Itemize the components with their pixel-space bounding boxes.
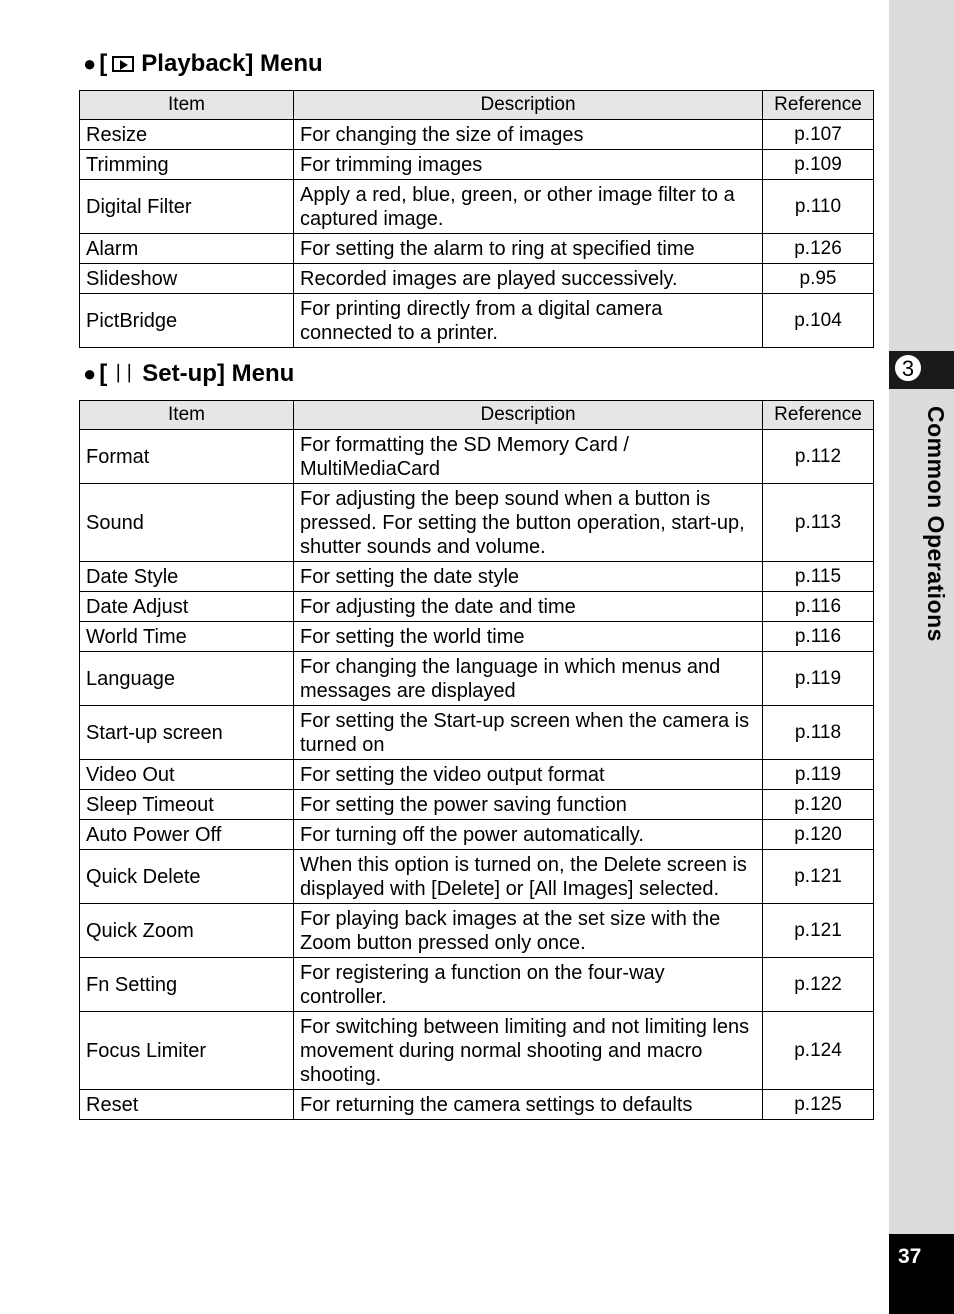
table-header-row bbox=[80, 401, 874, 430]
table-row bbox=[80, 264, 874, 294]
table-row bbox=[80, 790, 874, 820]
row-item: Format bbox=[80, 430, 294, 484]
page-number: 37 bbox=[898, 1245, 922, 1268]
row-reference: p.126 bbox=[763, 234, 874, 264]
row-reference: p.115 bbox=[763, 562, 874, 592]
row-item: Digital Filter bbox=[80, 180, 294, 234]
row-item: Sleep Timeout bbox=[80, 790, 294, 820]
row-description: For formatting the SD Memory Card / MultiMediaCard bbox=[294, 430, 763, 484]
row-item: Fn Setting bbox=[80, 958, 294, 1012]
table-row bbox=[80, 652, 874, 706]
table-row bbox=[80, 1090, 874, 1120]
row-description: For trimming images bbox=[294, 150, 763, 180]
row-item: Start-up screen bbox=[80, 706, 294, 760]
row-item: Resize bbox=[80, 120, 294, 150]
chapter-number: 3 bbox=[893, 353, 923, 383]
table-row bbox=[80, 706, 874, 760]
row-item: Auto Power Off bbox=[80, 820, 294, 850]
row-description: For setting the video output format bbox=[294, 760, 763, 790]
row-item: Quick Zoom bbox=[80, 904, 294, 958]
row-reference: p.116 bbox=[763, 592, 874, 622]
table-row bbox=[80, 622, 874, 652]
row-item: World Time bbox=[80, 622, 294, 652]
row-reference: p.112 bbox=[763, 430, 874, 484]
wrench-icon: ᛁᛁ bbox=[112, 362, 135, 385]
row-description: Recorded images are played successively. bbox=[294, 264, 763, 294]
row-description: For adjusting the beep sound when a button is pressed. For setting the button operation, start-up, shutter sounds and volume. bbox=[294, 484, 763, 562]
table-row bbox=[80, 958, 874, 1012]
row-reference: p.110 bbox=[763, 180, 874, 234]
row-reference: p.124 bbox=[763, 1012, 874, 1090]
row-description: For adjusting the date and time bbox=[294, 592, 763, 622]
column-header-description: Description bbox=[294, 91, 763, 120]
row-item: Reset bbox=[80, 1090, 294, 1120]
table-row bbox=[80, 850, 874, 904]
bullet-icon: ● bbox=[83, 51, 97, 76]
row-item: Language bbox=[80, 652, 294, 706]
table-row bbox=[80, 592, 874, 622]
row-item: PictBridge bbox=[80, 294, 294, 348]
row-reference: p.119 bbox=[763, 760, 874, 790]
row-description: For printing directly from a digital camera connected to a printer. bbox=[294, 294, 763, 348]
row-item: Slideshow bbox=[80, 264, 294, 294]
row-description: For playing back images at the set size with the Zoom button pressed only once. bbox=[294, 904, 763, 958]
table-row bbox=[80, 904, 874, 958]
playback-menu-heading: ● [ Playback] Menu bbox=[83, 50, 323, 77]
column-header-item: Item bbox=[80, 91, 294, 120]
row-item: Video Out bbox=[80, 760, 294, 790]
column-header-reference: Reference bbox=[763, 401, 874, 430]
table-row bbox=[80, 760, 874, 790]
table-row bbox=[80, 234, 874, 264]
page-number-box bbox=[889, 1234, 954, 1314]
row-item: Date Style bbox=[80, 562, 294, 592]
bullet-icon: ● bbox=[83, 361, 97, 386]
playback-icon bbox=[112, 56, 134, 72]
table-row bbox=[80, 1012, 874, 1090]
setup-menu-table bbox=[79, 400, 874, 1120]
table-header-row bbox=[80, 91, 874, 120]
column-header-reference: Reference bbox=[763, 91, 874, 120]
row-reference: p.125 bbox=[763, 1090, 874, 1120]
row-reference: p.119 bbox=[763, 652, 874, 706]
row-reference: p.109 bbox=[763, 150, 874, 180]
row-reference: p.121 bbox=[763, 904, 874, 958]
table-row bbox=[80, 820, 874, 850]
row-reference: p.116 bbox=[763, 622, 874, 652]
row-description: For turning off the power automatically. bbox=[294, 820, 763, 850]
row-item: Focus Limiter bbox=[80, 1012, 294, 1090]
column-header-description: Description bbox=[294, 401, 763, 430]
sidebar bbox=[889, 0, 954, 1314]
row-reference: p.122 bbox=[763, 958, 874, 1012]
row-item: Alarm bbox=[80, 234, 294, 264]
row-description: For returning the camera settings to defaults bbox=[294, 1090, 763, 1120]
playback-menu-title: Playback] Menu bbox=[141, 50, 323, 77]
table-row bbox=[80, 430, 874, 484]
chapter-title: Common Operations bbox=[923, 406, 949, 642]
setup-menu-heading: ● [ ᛁᛁ Set-up] Menu bbox=[83, 360, 295, 387]
row-description: For setting the world time bbox=[294, 622, 763, 652]
row-description: For changing the size of images bbox=[294, 120, 763, 150]
row-reference: p.104 bbox=[763, 294, 874, 348]
row-reference: p.95 bbox=[763, 264, 874, 294]
table-row bbox=[80, 150, 874, 180]
row-description: Apply a red, blue, green, or other image filter to a captured image. bbox=[294, 180, 763, 234]
row-item: Trimming bbox=[80, 150, 294, 180]
table-row bbox=[80, 484, 874, 562]
row-description: For registering a function on the four-way controller. bbox=[294, 958, 763, 1012]
setup-menu-title: Set-up] Menu bbox=[142, 360, 295, 387]
row-description: For setting the alarm to ring at specified time bbox=[294, 234, 763, 264]
row-description: For setting the power saving function bbox=[294, 790, 763, 820]
table-row bbox=[80, 562, 874, 592]
table-row bbox=[80, 180, 874, 234]
table-row bbox=[80, 120, 874, 150]
row-item: Date Adjust bbox=[80, 592, 294, 622]
row-item: Quick Delete bbox=[80, 850, 294, 904]
row-description: For setting the date style bbox=[294, 562, 763, 592]
row-description: For changing the language in which menus and messages are displayed bbox=[294, 652, 763, 706]
row-reference: p.113 bbox=[763, 484, 874, 562]
table-row bbox=[80, 294, 874, 348]
row-item: Sound bbox=[80, 484, 294, 562]
row-description: For switching between limiting and not limiting lens movement during normal shooting and macro shooting. bbox=[294, 1012, 763, 1090]
row-description: When this option is turned on, the Delete screen is displayed with [Delete] or [All Images] selected. bbox=[294, 850, 763, 904]
row-reference: p.120 bbox=[763, 820, 874, 850]
row-reference: p.120 bbox=[763, 790, 874, 820]
row-reference: p.118 bbox=[763, 706, 874, 760]
row-description: For setting the Start-up screen when the camera is turned on bbox=[294, 706, 763, 760]
column-header-item: Item bbox=[80, 401, 294, 430]
row-reference: p.107 bbox=[763, 120, 874, 150]
playback-menu-table bbox=[79, 90, 874, 348]
row-reference: p.121 bbox=[763, 850, 874, 904]
